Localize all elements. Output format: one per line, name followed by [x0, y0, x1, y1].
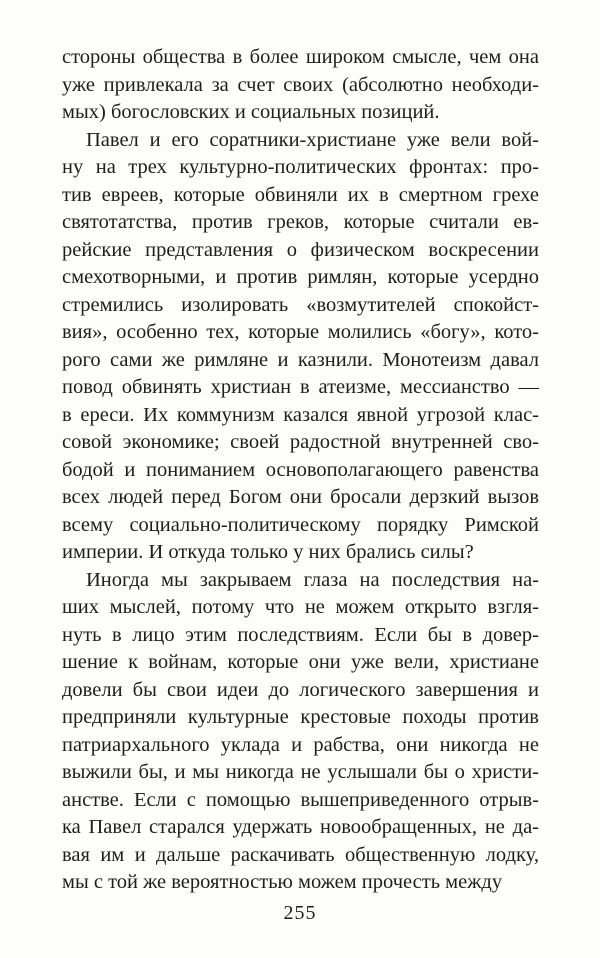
- text-line: всех людей перед Богом они бросали дерзкий вызов: [62, 486, 539, 508]
- text-line: совой экономике; своей радостной внутренней сво-: [62, 431, 539, 453]
- text-line: выжили бы, и мы никогда не услышали бы о христи-: [62, 761, 539, 783]
- text-line: ну на трех культурно-политических фронтах: про-: [62, 156, 539, 178]
- text-line: рого сами же римляне и казнили. Монотеизм давал: [62, 348, 539, 371]
- page-text-block: [62, 44, 539, 897]
- text-line: повод обвинять христиан в атеизме, мессианство —: [62, 376, 539, 398]
- text-line: в ереси. Их коммунизм казался явной угрозой клас-: [62, 403, 539, 426]
- text-line: мых) богословских и социальных позиций.: [62, 101, 440, 123]
- text-line: шение к войнам, которые они уже вели, христиане: [62, 651, 539, 673]
- text-line: Павел и его соратники-христиане уже вели вой-: [86, 128, 539, 151]
- text-line: стороны общества в более широком смысле, чем она: [62, 46, 539, 68]
- text-line: ка Павел старался удержать новообращенных, не да-: [62, 816, 539, 838]
- text-line: нуть в лицо этим последствиям. Если бы в довер-: [62, 623, 539, 646]
- page-number: 255: [283, 902, 317, 924]
- text-line: мы с той же вероятностью можем прочесть между: [62, 871, 503, 893]
- text-line: бодой и пониманием основополагающего равенства: [62, 458, 539, 481]
- text-line: вия», особенно тех, которые молились «богу», кото-: [62, 321, 539, 343]
- text-line: предприняли культурные крестовые походы против: [62, 706, 539, 728]
- paragraph: [62, 567, 539, 897]
- text-line: рейские представления о физическом воскресении: [62, 238, 539, 261]
- text-line: вая им и дальше раскачивать общественную лодку,: [62, 843, 539, 866]
- text-line: смехотворными, и против римлян, которые усердно: [62, 266, 539, 288]
- text-line: анстве. Если с помощью вышеприведенного отрыв-: [62, 788, 539, 811]
- text-line: патриархального уклада и рабства, они никогда не: [62, 733, 539, 756]
- text-line: всему социально-политическому порядку Римской: [62, 513, 539, 536]
- text-line: империи. И откуда только у них брались силы?: [62, 541, 474, 563]
- text-line: ших мыслей, потому что не можем открыто взгля-: [62, 596, 539, 618]
- text-line: тив евреев, которые обвиняли их в смертном грехе: [62, 183, 539, 206]
- text-line: уже привлекала за счет своих (абсолютно необходи-: [62, 73, 539, 96]
- text-line: Иногда мы закрываем глаза на последствия на-: [86, 568, 539, 591]
- paragraph: [62, 127, 539, 567]
- text-line: довели бы свои идеи до логического завершения и: [62, 678, 539, 701]
- text-line: святотатства, против греков, которые считали ев-: [62, 211, 539, 233]
- text-line: стремились изолировать «возмутителей спокойст-: [62, 293, 539, 316]
- paragraph: [62, 44, 539, 127]
